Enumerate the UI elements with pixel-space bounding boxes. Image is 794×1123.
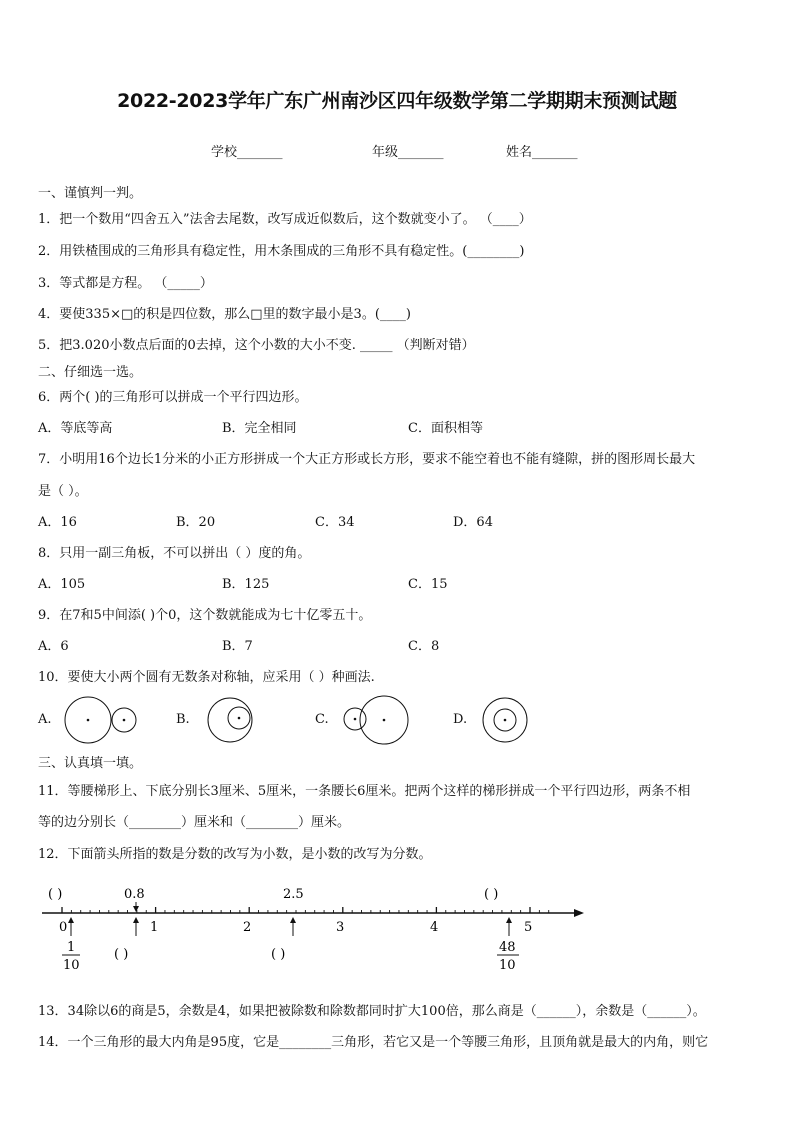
question-7-line-2: 是（ ）。 [38,484,88,499]
center-dot [238,717,241,720]
q8-option-b: B．125 [222,577,270,592]
question-7-line-1: 7．小明用16个边长1分米的小正方形拼成一个大正方形或长方形，要求不能空着也不能有缝隙，拼的图形周长最大 [38,452,696,467]
q10-option-d-label: D. [453,712,468,727]
question-2: 2．用铁楂围成的三角形具有稳定性，用木条围成的三角形不具有稳定性。(________) [38,244,525,259]
section-2-heading: 二、仔细选一选。 [38,365,143,380]
question-11-line-2: 等的边分别长（________）厘米和（________）厘米。 [38,815,351,830]
question-8: 8．只用一副三角板，不可以拼出（ ）度的角。 [38,546,311,561]
question-6: 6．两个( )的三角形可以拼成一个平行四边形。 [38,390,308,405]
grade-field: 年级_______ [372,145,444,160]
q6-option-b: B．完全相同 [222,421,297,436]
center-dot [87,719,90,722]
question-14: 14．一个三角形的最大内角是95度，它是________三角形，若它又是一个等腰三角形，且顶角就是最大的内角，则它 [38,1035,709,1050]
top-blank-1: ( ) [48,887,63,902]
q9-option-b: B．7 [222,639,253,654]
fraction-1-denominator: 10 [63,958,80,973]
question-12: 12．下面箭头所指的数是分数的改写为小数，是小数的改写为分数。 [38,847,432,862]
q7-option-b: B．20 [176,515,216,530]
tick-label-1: 1 [150,920,159,935]
label-0-8: 0.8 [124,887,145,902]
q7-option-a: A．16 [38,515,77,530]
center-dot [354,718,357,721]
q10-option-d-figure [478,695,534,745]
tick-label-4: 4 [430,920,439,935]
q10-option-c-label: C. [315,712,329,727]
up-arrow-3 [290,917,296,936]
q8-option-a: A．105 [38,577,86,592]
section-3-heading: 三、认真填一填。 [38,756,143,771]
question-11-line-1: 11．等腰梯形上、下底分别长3厘米、5厘米，一条腰长6厘米。把两个这样的梯形拼成一个平行四边形，两条不相 [38,784,691,799]
q10-option-a-figure [60,695,140,745]
q6-option-a: A．等底等高 [38,421,113,436]
tick-label-0: 0 [59,920,68,935]
top-blank-2: ( ) [484,887,499,902]
question-4: 4．要使335×□的积是四位数，那么□里的数字最小是3。(____) [38,307,411,322]
down-arrow-0-8 [133,902,139,912]
tick-label-3: 3 [336,920,345,935]
label-2-5: 2.5 [283,887,304,902]
fraction-2-denominator: 10 [499,958,516,973]
bottom-blank-1: ( ) [114,947,129,962]
fraction-2-numerator: 48 [499,940,516,955]
q9-option-c: C．8 [408,639,440,654]
question-3: 3．等式都是方程。 （_____） [38,276,213,291]
number-line-arrowhead [574,909,584,917]
section-1-heading: 一、谨慎判一判。 [38,186,143,201]
q10-option-b-label: B. [176,712,190,727]
question-13: 13．34除以6的商是5，余数是4，如果把被除数和除数都同时扩大100倍，那么商是（______），余数是（______）。 [38,1004,706,1019]
tick-label-2: 2 [243,920,252,935]
question-1: 1．把一个数用“四舍五入”法舍去尾数，改写成近似数后，这个数就变小了。 （____） [38,212,532,227]
school-field: 学校_______ [211,145,283,160]
q7-option-c: C．34 [315,515,355,530]
question-9: 9．在7和5中间添( )个0，这个数就能成为七十亿零五十。 [38,608,372,623]
fraction-1-numerator: 1 [67,940,76,955]
up-arrow-4 [506,917,512,936]
number-line-figure [38,878,598,978]
large-circle [208,698,252,742]
tick-label-5: 5 [524,920,533,935]
q10-option-a-label: A. [38,712,52,727]
page-title: 2022-2023学年广东广州南沙区四年级数学第二学期期末预测试题 [117,90,677,112]
q9-option-a: A．6 [38,639,69,654]
center-dot [383,719,386,722]
center-dot [504,719,507,722]
bottom-blank-2: ( ) [271,947,286,962]
q6-option-c: C．面积相等 [408,421,483,436]
up-arrow-2 [133,917,139,936]
center-dot [123,719,126,722]
name-field: 姓名_______ [506,145,578,160]
q8-option-c: C．15 [408,577,448,592]
question-5: 5．把3.020小数点后面的0去掉，这个小数的大小不变. _____ （判断对错） [38,338,475,353]
up-arrow-1 [68,917,74,936]
q7-option-d: D．64 [453,515,493,530]
q10-option-b-figure [202,695,262,745]
q10-option-c-figure [340,695,415,745]
question-10: 10．要使大小两个圆有无数条对称轴，应采用（ ）种画法. [38,670,375,685]
